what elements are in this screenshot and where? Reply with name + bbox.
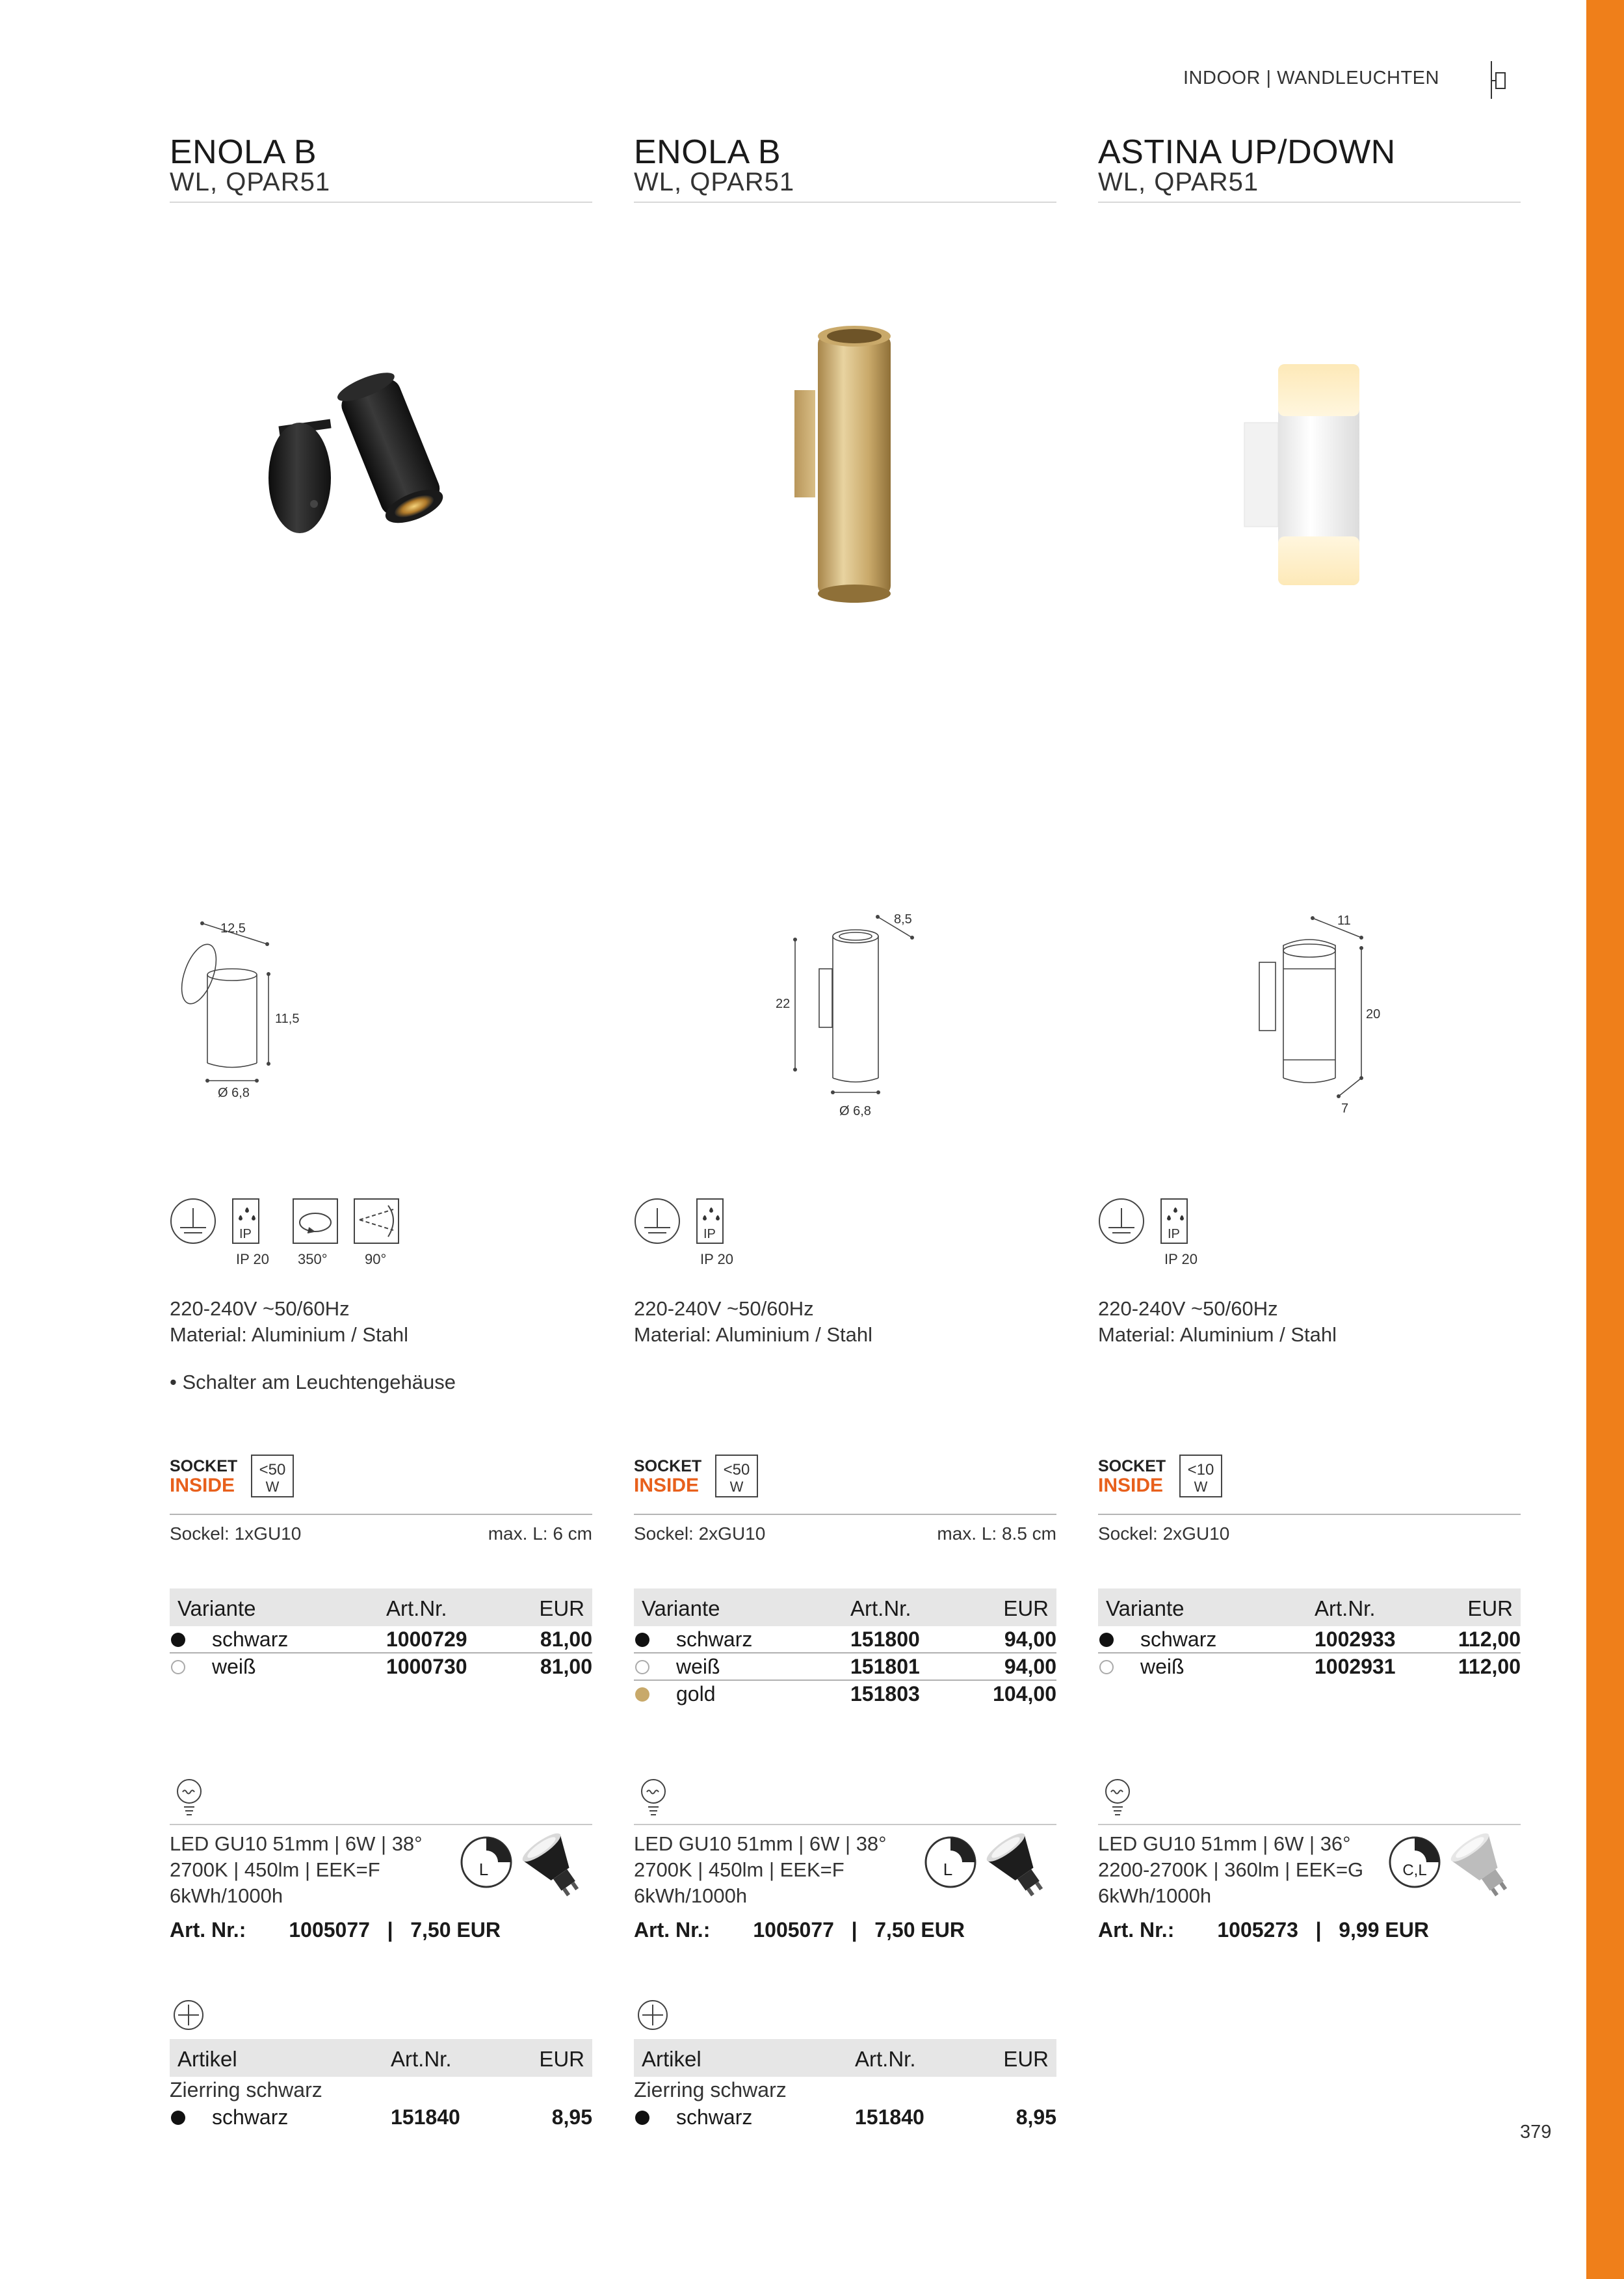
orange-side-bar <box>1586 0 1624 2279</box>
dim-height: 22 <box>776 997 791 1011</box>
color-dot-white <box>635 1660 649 1674</box>
socket-watt-unit: W <box>265 1479 280 1495</box>
color-dot-black <box>635 1633 649 1647</box>
color-dot-black <box>171 2111 185 2125</box>
socket-label-bottom: INSIDE <box>170 1475 235 1496</box>
variant-name: schwarz <box>676 1627 753 1651</box>
variant-name: schwarz <box>212 1627 289 1651</box>
accessory-plus-icon <box>172 1999 205 2031</box>
led-spec <box>1098 1831 1363 1909</box>
led-divider <box>634 1824 1056 1825</box>
spec-text <box>170 1296 408 1348</box>
col-eur: EUR <box>1467 1596 1513 1620</box>
dim-width: 7 <box>1341 1101 1349 1116</box>
gu10-bulb-image <box>517 1830 592 1902</box>
col-artikel: Artikel <box>177 2047 237 2071</box>
dim-code: L <box>943 1860 953 1879</box>
accessory-name: Zierring schwarz <box>634 2078 787 2101</box>
accessory-variant: schwarz <box>212 2105 289 2129</box>
spec-text <box>1098 1296 1337 1348</box>
led-line-2: 2700K | 450lm | EEK=F <box>634 1858 845 1881</box>
table-row <box>170 2104 592 2130</box>
variant-table <box>1098 1588 1521 1680</box>
table-row <box>170 1653 592 1680</box>
ip-rating-icon <box>233 1199 259 1243</box>
led-art-price: 7,50 EUR <box>874 1918 965 1942</box>
svg-text:IP: IP <box>239 1227 252 1241</box>
dimension-drawing <box>170 897 592 1131</box>
color-dot-black <box>1099 1633 1114 1647</box>
table-row <box>634 1626 1056 1653</box>
variant-name: gold <box>676 1682 716 1706</box>
accessory-art: 151840 <box>855 2105 924 2129</box>
max-length-info: max. L: 6 cm <box>488 1523 592 1544</box>
variant-art: 151801 <box>850 1655 920 1678</box>
table-row <box>170 1626 592 1653</box>
led-article-line: Art. Nr.: 1005077 | 7,50 EUR <box>634 1918 965 1942</box>
tilt-icon <box>354 1199 399 1243</box>
socket-divider <box>634 1514 1056 1515</box>
dim-depth: 8,5 <box>894 912 912 927</box>
led-line-3: 6kWh/1000h <box>170 1884 283 1907</box>
variant-price: 94,00 <box>1004 1655 1056 1678</box>
title-divider <box>634 202 1056 203</box>
product-column-enola-b-double <box>634 0 1056 2279</box>
dim-depth: 12,5 <box>220 921 246 936</box>
variant-name: weiß <box>676 1655 720 1678</box>
col-artikel: Artikel <box>642 2047 701 2071</box>
variant-art: 1000729 <box>386 1627 467 1651</box>
feature-icons-row <box>1098 1196 1521 1274</box>
col-eur: EUR <box>539 1596 584 1620</box>
product-title: ENOLA B <box>170 133 317 171</box>
title-divider <box>170 202 592 203</box>
ip-rating-label: IP 20 <box>236 1251 269 1267</box>
socket-watt-unit: W <box>1194 1479 1208 1495</box>
variant-name: schwarz <box>1140 1627 1217 1651</box>
accessory-table-header <box>634 2039 1056 2077</box>
product-photo <box>170 286 592 650</box>
variant-price: 81,00 <box>540 1655 592 1678</box>
variant-table <box>634 1588 1056 1707</box>
spec-voltage: 220-240V ~50/60Hz <box>170 1297 350 1320</box>
variant-table-header <box>170 1588 592 1626</box>
socket-label-bottom: INSIDE <box>1098 1475 1164 1496</box>
product-title: ENOLA B <box>634 133 781 171</box>
socket-divider <box>1098 1514 1521 1515</box>
dim-diameter: Ø 6,8 <box>218 1086 250 1100</box>
led-divider <box>1098 1824 1521 1825</box>
socket-inside-icon <box>634 1454 777 1499</box>
max-length-info: max. L: 8.5 cm <box>937 1523 1056 1544</box>
dim-diameter: Ø 6,8 <box>839 1104 871 1118</box>
product-subtitle: WL, QPAR51 <box>1098 168 1259 196</box>
feature-note: • Schalter am Leuchtengehäuse <box>170 1371 456 1393</box>
col-variante: Variante <box>177 1596 256 1620</box>
table-row <box>1098 1653 1521 1680</box>
ip-rating-icon <box>697 1199 723 1243</box>
product-column-astina <box>1098 0 1521 2279</box>
dimension-drawing <box>634 897 1056 1131</box>
gu10-bulb-image <box>1446 1830 1521 1902</box>
led-bulb-icon <box>1103 1778 1132 1819</box>
led-bulb-icon <box>175 1778 203 1819</box>
led-line-1: LED GU10 51mm | 6W | 36° <box>1098 1832 1351 1855</box>
accessory-plus-icon <box>636 1999 669 2031</box>
accessory-table <box>634 2039 1056 2077</box>
led-line-2: 2200-2700K | 360lm | EEK=G <box>1098 1858 1364 1881</box>
variant-price: 104,00 <box>993 1682 1056 1706</box>
dimmable-icon <box>923 1835 978 1890</box>
sockel-info: Sockel: 1xGU10 <box>170 1523 302 1544</box>
accessory-price: 8,95 <box>551 2105 592 2129</box>
variant-art: 151803 <box>850 1682 920 1706</box>
spec-voltage: 220-240V ~50/60Hz <box>1098 1297 1278 1320</box>
led-article-line: Art. Nr.: 1005273 | 9,99 EUR <box>1098 1918 1429 1942</box>
ip-rating-icon <box>1161 1199 1187 1243</box>
protection-class-icon <box>171 1199 215 1243</box>
socket-watt-unit: W <box>729 1479 744 1495</box>
col-eur: EUR <box>1003 2047 1049 2071</box>
dimension-drawing <box>1098 897 1521 1131</box>
spec-material: Material: Aluminium / Stahl <box>634 1323 872 1346</box>
variant-art: 151800 <box>850 1627 920 1651</box>
variant-name: weiß <box>1140 1655 1185 1678</box>
gu10-bulb-image <box>982 1830 1056 1902</box>
led-spec <box>170 1831 423 1909</box>
color-dot-gold <box>635 1687 649 1702</box>
color-dot-black <box>171 1633 185 1647</box>
col-variante: Variante <box>642 1596 720 1620</box>
led-line-3: 6kWh/1000h <box>634 1884 748 1907</box>
led-line-1: LED GU10 51mm | 6W | 38° <box>634 1832 887 1855</box>
product-column-enola-b-single <box>170 0 592 2279</box>
col-variante: Variante <box>1106 1596 1185 1620</box>
accessory-table <box>170 2039 592 2077</box>
dimmable-icon <box>1387 1835 1442 1890</box>
rotation-icon <box>293 1199 337 1243</box>
col-artnr: Art.Nr. <box>391 2047 452 2071</box>
socket-divider <box>170 1514 592 1515</box>
page-number: 379 <box>1520 2122 1552 2142</box>
spec-text <box>634 1296 872 1348</box>
led-art-number: 1005077 <box>753 1918 834 1942</box>
variant-art: 1000730 <box>386 1655 467 1678</box>
led-art-price: 9,99 EUR <box>1339 1918 1429 1942</box>
spec-material: Material: Aluminium / Stahl <box>170 1323 408 1346</box>
table-row <box>634 1653 1056 1681</box>
led-line-3: 6kWh/1000h <box>1098 1884 1212 1907</box>
led-spec <box>634 1831 887 1909</box>
section-header: INDOOR | WANDLEUCHTEN <box>1183 68 1439 88</box>
table-row <box>1098 1626 1521 1653</box>
led-line-2: 2700K | 450lm | EEK=F <box>170 1858 380 1881</box>
variant-table-header <box>1098 1588 1521 1626</box>
variant-table-header <box>634 1588 1056 1626</box>
led-bulb-icon <box>639 1778 668 1819</box>
variant-price: 112,00 <box>1458 1655 1521 1678</box>
table-row <box>634 2104 1056 2130</box>
protection-class-icon <box>635 1199 679 1243</box>
variant-art: 1002931 <box>1315 1655 1396 1678</box>
dimmable-icon <box>459 1835 514 1890</box>
led-article-line: Art. Nr.: 1005077 | 7,50 EUR <box>170 1918 501 1942</box>
tilt-label: 90° <box>365 1251 387 1267</box>
product-subtitle: WL, QPAR51 <box>634 168 795 196</box>
variant-price: 81,00 <box>540 1627 592 1651</box>
led-divider <box>170 1824 592 1825</box>
socket-inside-icon <box>170 1454 313 1499</box>
led-art-price: 7,50 EUR <box>410 1918 501 1942</box>
socket-inside-icon <box>1098 1454 1241 1499</box>
product-title: ASTINA UP/DOWN <box>1098 133 1396 171</box>
spec-material: Material: Aluminium / Stahl <box>1098 1323 1337 1346</box>
col-eur: EUR <box>539 2047 584 2071</box>
dim-code: L <box>478 1860 489 1879</box>
protection-class-icon <box>1099 1199 1144 1243</box>
led-line-1: LED GU10 51mm | 6W | 38° <box>170 1832 423 1855</box>
led-art-label: Art. Nr.: <box>170 1918 246 1942</box>
variant-price: 112,00 <box>1458 1627 1521 1651</box>
svg-text:IP: IP <box>703 1227 716 1241</box>
dim-depth: 11 <box>1337 914 1351 928</box>
dim-height: 20 <box>1366 1007 1381 1021</box>
sockel-info: Sockel: 2xGU10 <box>1098 1523 1230 1544</box>
socket-watt-value: <10 <box>1187 1461 1214 1479</box>
color-dot-white <box>1099 1660 1114 1674</box>
svg-text:IP: IP <box>1168 1227 1180 1241</box>
variant-art: 1002933 <box>1315 1627 1396 1651</box>
dim-height: 11,5 <box>275 1012 300 1026</box>
table-row <box>634 1681 1056 1707</box>
variant-price: 94,00 <box>1004 1627 1056 1651</box>
variant-table <box>170 1588 592 1680</box>
socket-label-top: SOCKET <box>1098 1457 1166 1475</box>
led-art-number: 1005273 <box>1217 1918 1298 1942</box>
color-dot-black <box>635 2111 649 2125</box>
accessory-variant: schwarz <box>676 2105 753 2129</box>
col-artnr: Art.Nr. <box>386 1596 447 1620</box>
dim-code: C,L <box>1402 1862 1427 1879</box>
ip-rating-label: IP 20 <box>700 1251 733 1267</box>
col-artnr: Art.Nr. <box>855 2047 916 2071</box>
socket-label-top: SOCKET <box>634 1457 702 1475</box>
accessory-price: 8,95 <box>1015 2105 1056 2129</box>
rotation-label: 350° <box>298 1251 328 1267</box>
accessory-table-header <box>170 2039 592 2077</box>
product-photo <box>1098 286 1521 650</box>
variant-name: weiß <box>212 1655 256 1678</box>
product-photo <box>634 286 1056 650</box>
accessory-name: Zierring schwarz <box>170 2078 322 2101</box>
feature-icons-row <box>634 1196 1056 1274</box>
accessory-art: 151840 <box>391 2105 460 2129</box>
sockel-info: Sockel: 2xGU10 <box>634 1523 766 1544</box>
socket-label-top: SOCKET <box>170 1457 238 1475</box>
spec-voltage: 220-240V ~50/60Hz <box>634 1297 814 1320</box>
led-art-label: Art. Nr.: <box>1098 1918 1175 1942</box>
led-art-label: Art. Nr.: <box>634 1918 711 1942</box>
socket-watt-value: <50 <box>723 1461 750 1479</box>
ip-rating-label: IP 20 <box>1164 1251 1198 1267</box>
led-art-number: 1005077 <box>289 1918 370 1942</box>
col-artnr: Art.Nr. <box>850 1596 911 1620</box>
product-subtitle: WL, QPAR51 <box>170 168 331 196</box>
title-divider <box>1098 202 1521 203</box>
socket-watt-value: <50 <box>259 1461 286 1479</box>
socket-label-bottom: INSIDE <box>634 1475 700 1496</box>
color-dot-white <box>171 1660 185 1674</box>
col-artnr: Art.Nr. <box>1315 1596 1376 1620</box>
col-eur: EUR <box>1003 1596 1049 1620</box>
